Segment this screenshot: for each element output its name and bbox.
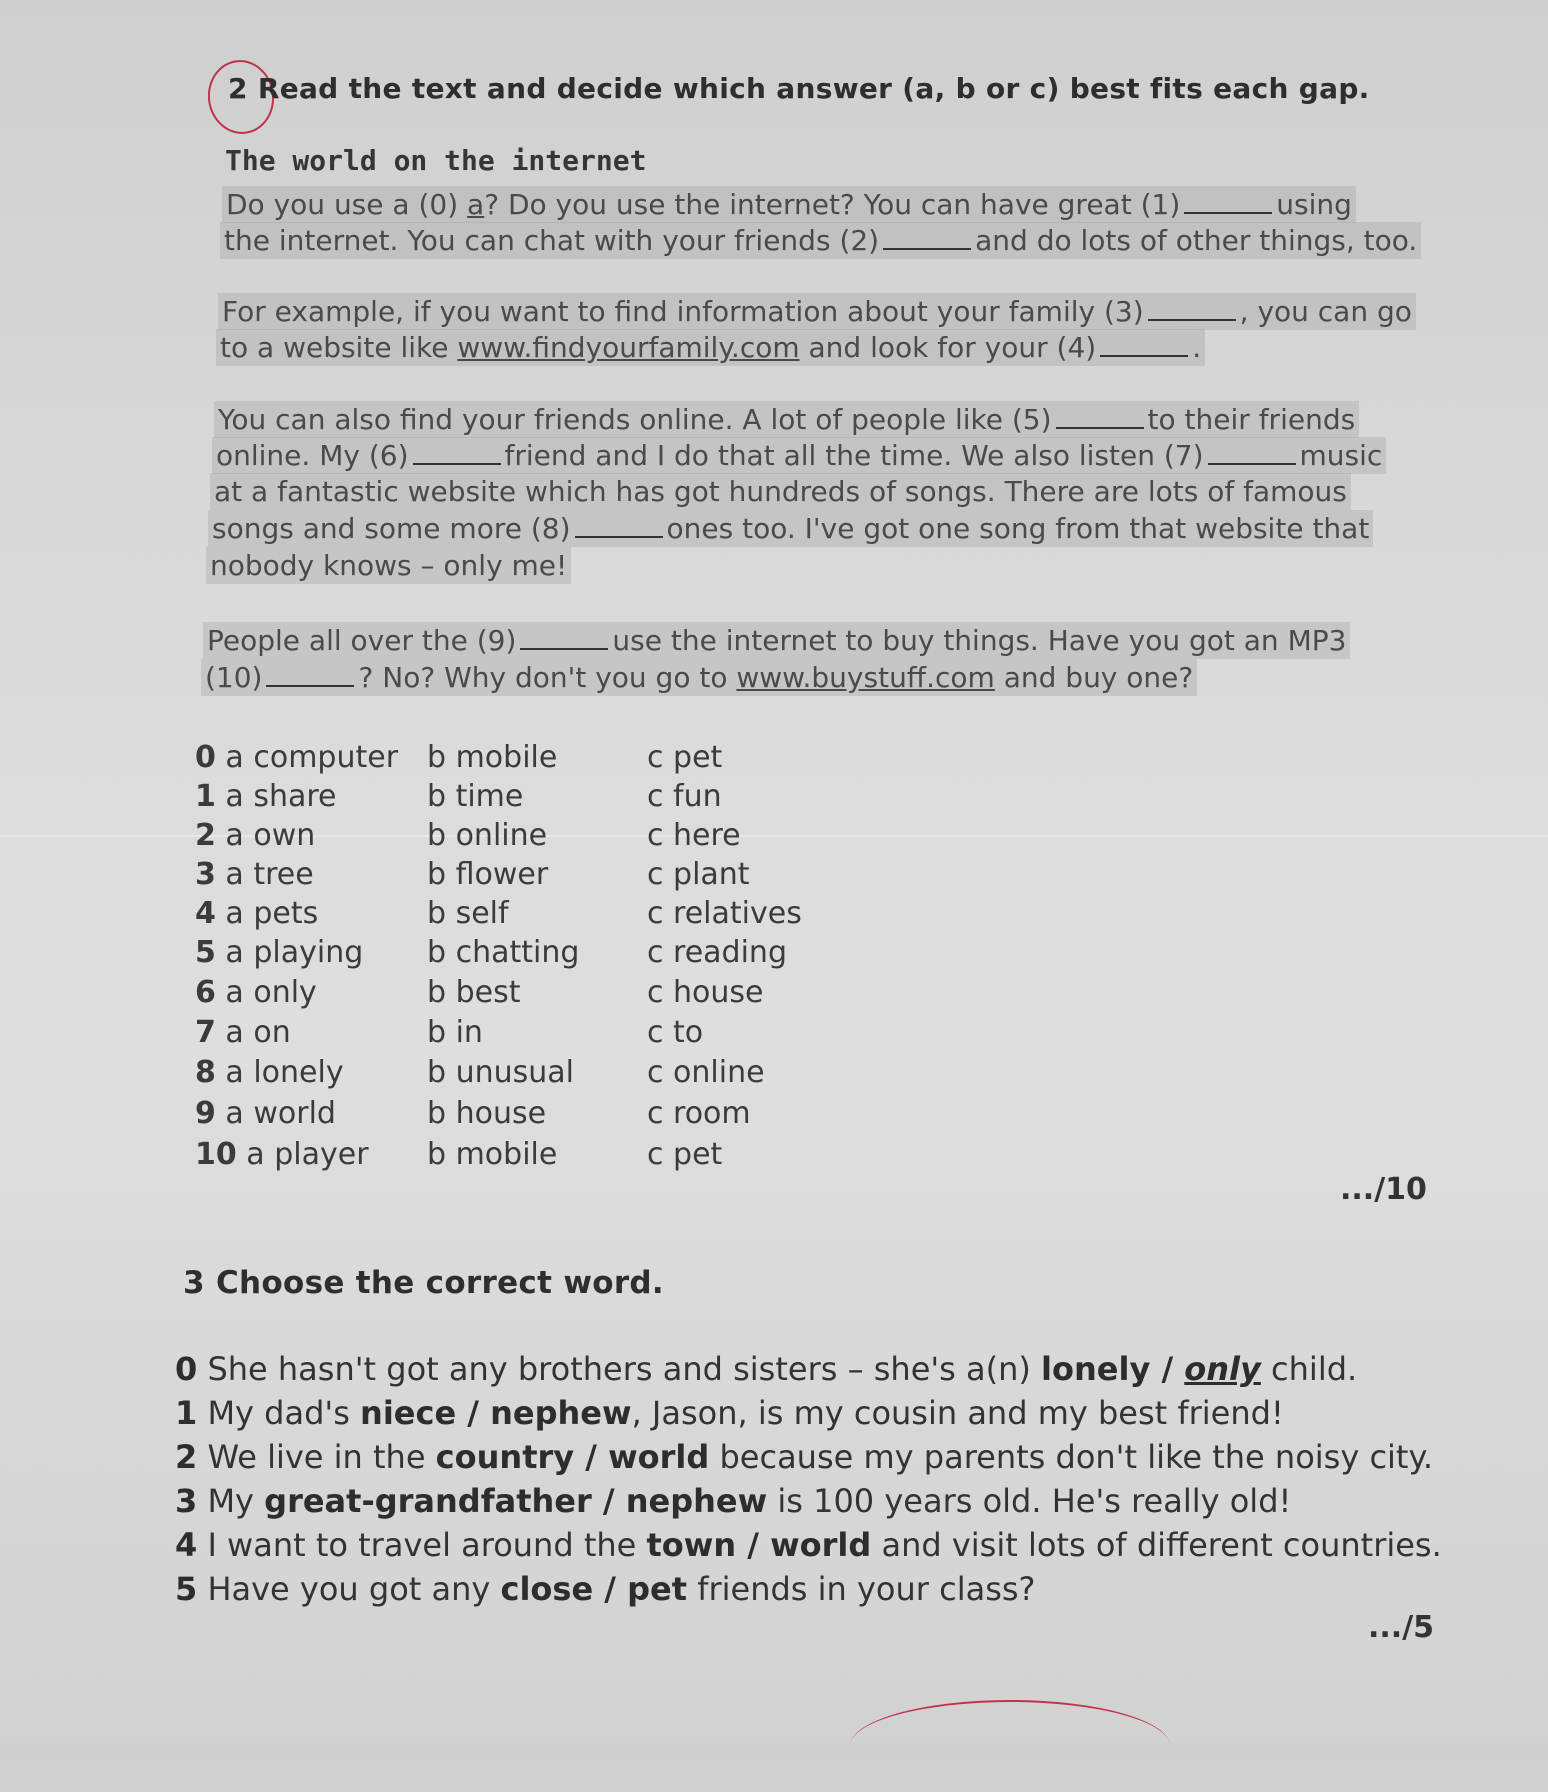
option-a: a playing — [225, 935, 364, 970]
option-a: a only — [225, 975, 317, 1010]
passage-line — [222, 186, 1356, 223]
text: . — [1192, 331, 1202, 364]
option-a: a player — [246, 1137, 369, 1172]
option-c: c here — [647, 818, 741, 853]
option-b: b best — [427, 975, 521, 1010]
choice-word-2: nephew — [490, 1394, 632, 1432]
choice-word-2: only — [1184, 1350, 1261, 1388]
website-link: www.findyourfamily.com — [457, 331, 800, 364]
text: We live in the — [197, 1438, 436, 1476]
passage-line — [201, 659, 1197, 696]
text: Do you use a (0) — [226, 188, 468, 221]
choice-word-2: world — [608, 1438, 710, 1476]
answer-example: a — [467, 188, 485, 221]
option-number: 3 — [195, 857, 216, 892]
choice-word-2: nephew — [625, 1482, 768, 1520]
gap-5 — [1056, 405, 1144, 429]
choice-word-2: world — [770, 1526, 872, 1564]
choice-word-1: great-grandfather — [264, 1482, 592, 1520]
passage-line: nobody knows – only me! — [206, 547, 571, 584]
gap-10 — [266, 663, 354, 687]
option-a: a pets — [225, 896, 319, 931]
text: My dad's — [197, 1394, 361, 1432]
gap-8 — [575, 514, 663, 538]
exercise3-score: .../5 — [1368, 1610, 1435, 1645]
exercise2-instruction: 2 Read the text and decide which answer (a, b or c) best fits each gap. — [228, 72, 1370, 105]
option-b: b in — [427, 1015, 483, 1050]
option-number: 5 — [195, 935, 216, 970]
text: and look for your (4) — [799, 331, 1097, 364]
option-number: 7 — [195, 1015, 216, 1050]
option-number: 1 — [195, 779, 216, 814]
option-c: c house — [647, 975, 764, 1010]
gap-2 — [883, 226, 971, 250]
text: , you can go — [1239, 295, 1412, 328]
exercise3-item — [175, 1570, 1036, 1608]
text: songs and some more (8) — [212, 512, 571, 545]
text: friend and I do that all the time. We also listen (7) — [504, 439, 1204, 472]
text: People all over the (9) — [207, 624, 517, 657]
text: to their friends — [1147, 403, 1356, 436]
separator: / — [456, 1394, 491, 1432]
option-b: b flower — [427, 857, 549, 892]
text: child. — [1260, 1350, 1358, 1388]
text: , Jason, is my cousin and my best friend! — [631, 1394, 1284, 1432]
passage-line — [218, 293, 1416, 330]
exercise3-item — [175, 1438, 1433, 1476]
item-number: 3 — [175, 1482, 198, 1520]
item-number: 2 — [175, 1438, 198, 1476]
text: is 100 years old. He's really old! — [767, 1482, 1292, 1520]
text: ones too. I've got one song from that website that — [666, 512, 1370, 545]
option-a: a lonely — [225, 1055, 344, 1090]
item-number: 5 — [175, 1570, 198, 1608]
choice-word-1: close — [500, 1570, 594, 1608]
text: the internet. You can chat with your friends (2) — [224, 224, 880, 257]
option-b: b mobile — [427, 1137, 558, 1172]
exercise3-item — [175, 1482, 1291, 1520]
option-c: c pet — [647, 1137, 723, 1172]
text: music — [1299, 439, 1383, 472]
separator: / — [591, 1482, 626, 1520]
exercise2-score: .../10 — [1340, 1172, 1427, 1207]
choice-word-1: country — [435, 1438, 575, 1476]
passage-line — [203, 622, 1350, 659]
exercise3-instruction: 3 Choose the correct word. — [183, 1265, 665, 1301]
text: For example, if you want to find information about your family (3) — [222, 295, 1144, 328]
option-b: b online — [427, 818, 548, 853]
text: because my parents don't like the noisy city. — [709, 1438, 1434, 1476]
text: friends in your class? — [687, 1570, 1036, 1608]
text: ? No? Why don't you go to — [358, 661, 737, 694]
text: I want to travel around the — [197, 1526, 647, 1564]
text: You can also find your friends online. A lot of people like (5) — [218, 403, 1052, 436]
handwritten-mark — [850, 1700, 1170, 1792]
passage-line — [216, 329, 1205, 366]
separator: / — [736, 1526, 771, 1564]
text: She hasn't got any brothers and sisters – she's a(n) — [197, 1350, 1042, 1388]
passage-title: The world on the internet — [225, 144, 647, 177]
gap-7 — [1208, 441, 1296, 465]
option-a: a tree — [225, 857, 314, 892]
option-a: a share — [225, 779, 337, 814]
exercise3-item — [175, 1526, 1442, 1564]
option-c: c fun — [647, 779, 722, 814]
option-a: a own — [225, 818, 316, 853]
option-c: c online — [647, 1055, 765, 1090]
option-c: c relatives — [647, 896, 802, 931]
separator: / — [593, 1570, 628, 1608]
passage-line — [208, 510, 1373, 547]
website-link: www.buystuff.com — [736, 661, 995, 694]
passage-line — [212, 437, 1386, 474]
option-b: b chatting — [427, 935, 580, 970]
text: and visit lots of different countries. — [871, 1526, 1442, 1564]
gap-3 — [1148, 297, 1236, 321]
passage-line: at a fantastic website which has got hundreds of songs. There are lots of famous — [210, 473, 1351, 510]
option-number: 0 — [195, 740, 216, 775]
option-number: 9 — [195, 1096, 216, 1131]
text: online. My (6) — [216, 439, 409, 472]
separator: / — [574, 1438, 609, 1476]
option-number: 2 — [195, 818, 216, 853]
option-c: c plant — [647, 857, 750, 892]
option-c: c reading — [647, 935, 787, 970]
text: and buy one? — [994, 661, 1194, 694]
option-c: c to — [647, 1015, 704, 1050]
option-c: c room — [647, 1096, 751, 1131]
gap-6 — [413, 441, 501, 465]
exercise3-item — [175, 1350, 1357, 1388]
text: to a website like — [220, 331, 458, 364]
choice-word-2: pet — [627, 1570, 688, 1608]
option-a: a on — [225, 1015, 291, 1050]
gap-9 — [520, 626, 608, 650]
option-b: b unusual — [427, 1055, 574, 1090]
option-a: a computer — [225, 740, 399, 775]
option-number: 4 — [195, 896, 216, 931]
option-c: c pet — [647, 740, 723, 775]
option-b: b self — [427, 896, 509, 931]
gap-1 — [1184, 190, 1272, 214]
option-number: 6 — [195, 975, 216, 1010]
item-number: 4 — [175, 1526, 198, 1564]
text: ? Do you use the internet? You can have great (1) — [484, 188, 1181, 221]
gap-4 — [1100, 333, 1188, 357]
item-number: 0 — [175, 1350, 198, 1388]
choice-word-1: lonely — [1041, 1350, 1151, 1388]
choice-word-1: town — [646, 1526, 737, 1564]
passage-line — [214, 401, 1359, 438]
text: use the internet to buy things. Have you got an MP3 — [612, 624, 1347, 657]
separator: / — [1150, 1350, 1185, 1388]
choice-word-1: niece — [360, 1394, 457, 1432]
option-a: a world — [225, 1096, 336, 1131]
option-b: b house — [427, 1096, 547, 1131]
text: using — [1276, 188, 1352, 221]
passage-line — [220, 222, 1421, 259]
option-b: b mobile — [427, 740, 558, 775]
exercise3-item — [175, 1394, 1284, 1432]
text: My — [197, 1482, 265, 1520]
option-number: 8 — [195, 1055, 216, 1090]
item-number: 1 — [175, 1394, 198, 1432]
option-b: b time — [427, 779, 524, 814]
option-number: 10 — [195, 1137, 237, 1172]
text: and do lots of other things, too. — [975, 224, 1418, 257]
text: (10) — [205, 661, 263, 694]
text: Have you got any — [197, 1570, 501, 1608]
